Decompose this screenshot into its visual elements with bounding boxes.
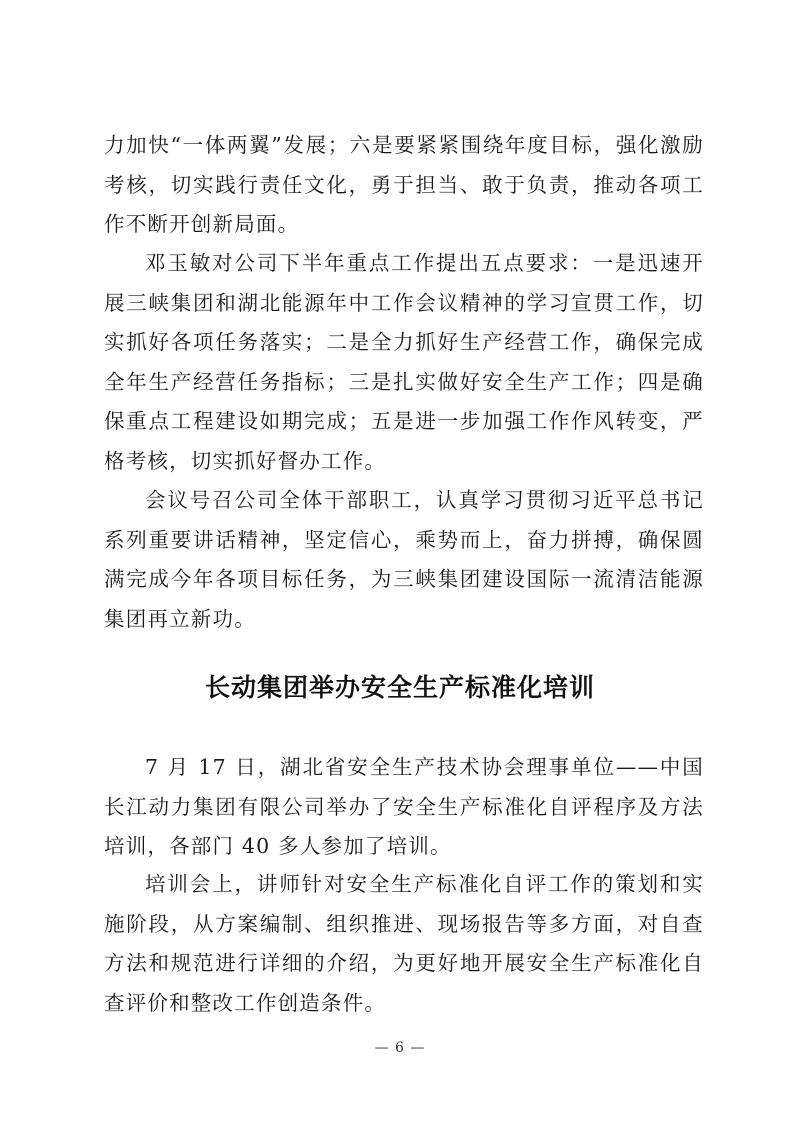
page-number: — 6 — [374, 1040, 426, 1056]
article-title: 长动集团举办安全生产标准化培训 [204, 673, 595, 702]
body-paragraph: 会议号召公司全体干部职工，认真学习贯彻习近平总书记系列重要讲话精神，坚定信心，乘势而上，奋力拼搏，确保圆满完成今年各项目标任务，为三峡集团建设国际一流清洁能源集团再立新功。 [104, 488, 704, 631]
body-paragraph: 培训会上，讲师针对安全生产标准化自评工作的策划和实施阶段，从方案编制、组织推进、现场报告等多方面，对自查方法和规范进行详细的介绍，为更好地开展安全生产标准化自查评价和整改工作创造条件。 [104, 872, 704, 1015]
body-paragraph: 7 月 17 日，湖北省安全生产技术协会理事单位——中国长江动力集团有限公司举办了安全生产标准化自评程序及方法培训，各部门 40 多人参加了培训。 [104, 755, 704, 858]
body-paragraph: 力加快“一体两翼”发展；六是要紧紧围绕年度目标，强化激励考核，切实践行责任文化，勇于担当、敢于负责，推动各项工作不断开创新局面。 [104, 133, 704, 236]
body-paragraph: 邓玉敏对公司下半年重点工作提出五点要求：一是迅速开展三峡集团和湖北能源年中工作会议精神的学习宣贯工作，切实抓好各项任务落实；二是全力抓好生产经营工作，确保完成全年生产经营任务指标；三是扎实做好安全生产工作；四是确保重点工程建设如期完成；五是进一步加强工作作风转变，严格考核，切实抓好督办工作。 [104, 251, 704, 473]
